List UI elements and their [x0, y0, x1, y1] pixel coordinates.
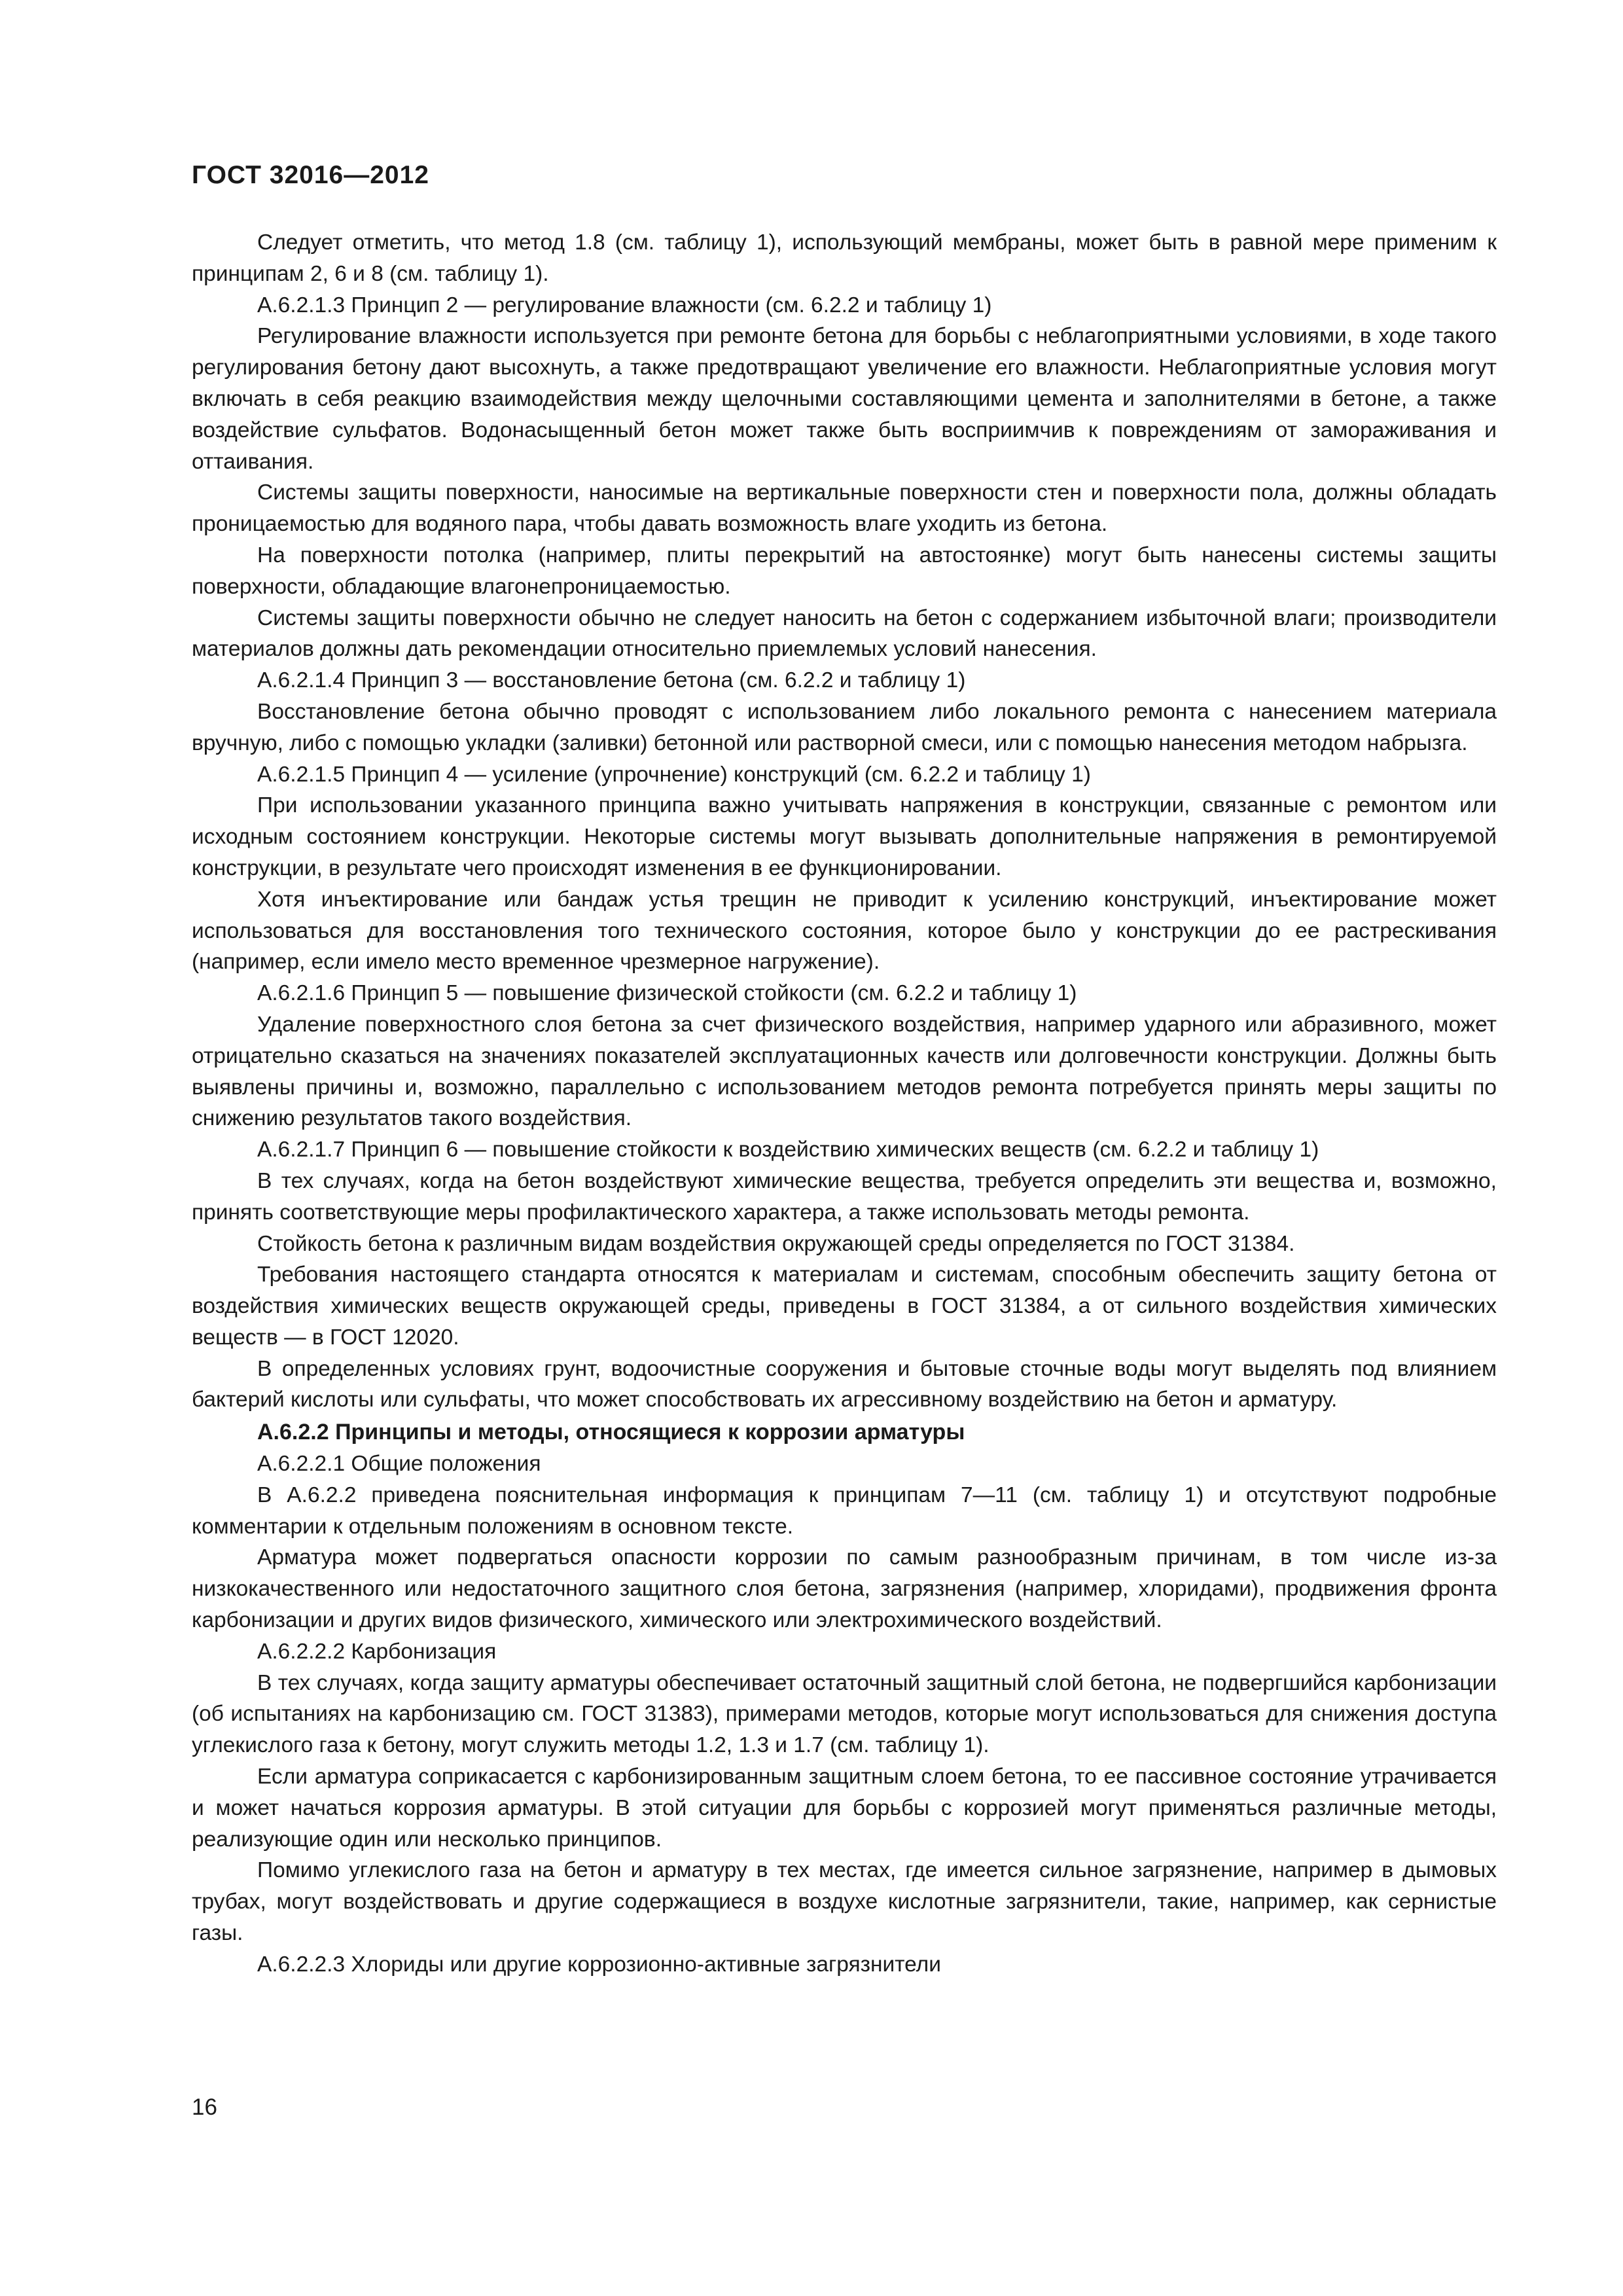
subsection-title: А.6.2.1.4 Принцип 3 — восстановление бетона (см. 6.2.2 и таблицу 1)	[257, 668, 966, 693]
paragraph: Следует отметить, что метод 1.8 (см. таблицу 1), использующий мембраны, может быть в равной мере применим к принципам 2, 6 и 8 (см. таблицу 1).	[192, 230, 1497, 286]
paragraph: На поверхности потолка (например, плиты перекрытий на автостоянке) могут быть нанесены системы защиты поверхности, обладающие влагонепроницаемостью.	[192, 543, 1497, 599]
paragraph: В А.6.2.2 приведена пояснительная информация к принципам 7—11 (см. таблицу 1) и отсутствуют подробные комментарии к отдельным положениям в основном тексте.	[192, 1482, 1497, 1539]
paragraph: Удаление поверхностного слоя бетона за счет физического воздействия, например ударного или абразивного, может отрицательно сказаться на значениях показателей эксплуатационных качеств или долговечности конструкции. Должны быть выявлены причины и, возможно, параллельно с использованием методов ремонта потребуется принять меры защиты по снижению результатов такого воздействия.	[192, 1012, 1497, 1131]
paragraph: В определенных условиях грунт, водоочистные сооружения и бытовые сточные воды могут выделять под влиянием бактерий кислоты или сульфаты, что может способствовать их агрессивному воздействию на бетон и арматуру.	[192, 1356, 1497, 1412]
paragraph: Стойкость бетона к различным видам воздействия окружающей среды определяется по ГОСТ 31384.	[257, 1231, 1295, 1256]
subsection-title: А.6.2.2.1 Общие положения	[257, 1452, 541, 1477]
paragraph: Регулирование влажности используется при ремонте бетона для борьбы с неблагоприятными условиями, в ходе такого регулирования бетону дают высохнуть, а также предотвращают увеличение его влажности. Неблагоприятные условия могут включать в себя реакцию взаимодействия между щелочными составляющими цемента и заполнителями в бетоне, а также воздействие сульфатов. Водонасыщенный бетон может также быть восприимчив к повреждениям от замораживания и оттаивания.	[192, 324, 1497, 474]
paragraph: Системы защиты поверхности обычно не следует наносить на бетон с содержанием избыточной влаги; производители материалов должны дать рекомендации относительно приемлемых условий нанесения.	[192, 605, 1497, 662]
paragraph: В тех случаях, когда защиту арматуры обеспечивает остаточный защитный слой бетона, не подвергшийся карбонизации (об испытаниях на карбонизацию см. ГОСТ 31383), примерами методов, которые могут использоваться для снижения доступа углекислого газа к бетону, могут служить методы 1.2, 1.3 и 1.7 (см. таблицу 1).	[192, 1670, 1497, 1758]
subsection-title: А.6.2.2.2 Карбонизация	[257, 1639, 497, 1664]
section-heading: А.6.2.2 Принципы и методы, относящиеся к коррозии арматуры	[257, 1420, 965, 1445]
paragraph: Восстановление бетона обычно проводят с использованием либо локального ремонта с нанесением материала вручную, либо с помощью укладки (заливки) бетонной или растворной смеси, или с помощью нанесения методом набрызга.	[192, 699, 1497, 755]
paragraph: Хотя инъектирование или бандаж устья трещин не приводит к усилению конструкций, инъектирование может использоваться для восстановления того технического состояния, которое было у конструкции до ее растрескивания (например, если имело место временное чрезмерное нагружение).	[192, 887, 1497, 975]
paragraph: Арматура может подвергаться опасности коррозии по самым разнообразным причинам, в том числе из-за низкокачественного или недостаточного защитного слоя бетона, загрязнения (например, хлоридами), продвижения фронта карбонизации и других видов физического, химического или электрохимического воздействий.	[192, 1545, 1497, 1633]
document-header: ГОСТ 32016—2012	[192, 161, 429, 189]
document-body	[192, 227, 1497, 1981]
page-number: 16	[192, 2094, 217, 2120]
paragraph: При использовании указанного принципа важно учитывать напряжения в конструкции, связанные с ремонтом или исходным состоянием конструкции. Некоторые системы могут вызывать дополнительные напряжения в ремонтируемой конструкции, в результате чего происходят изменения в ее функционировании.	[192, 793, 1497, 880]
paragraph: Требования настоящего стандарта относятся к материалам и системам, способным обеспечить защиту бетона от воздействия химических веществ окружающей среды, приведены в ГОСТ 31384, а от сильного воздействия химических веществ — в ГОСТ 12020.	[192, 1263, 1497, 1350]
paragraph: В тех случаях, когда на бетон воздействуют химические вещества, требуется определить эти вещества и, возможно, принять соответствующие меры профилактического характера, а также использовать методы ремонта.	[192, 1168, 1497, 1225]
subsection-title: А.6.2.1.7 Принцип 6 — повышение стойкости к воздействию химических веществ (см. 6.2.2 и таблицу 1)	[257, 1138, 1319, 1162]
paragraph: Помимо углекислого газа на бетон и арматуру в тех местах, где имеется сильное загрязнение, например в дымовых трубах, могут воздействовать и другие содержащиеся в воздухе кислотные загрязнители, такие, например, как сернистые газы.	[192, 1858, 1497, 1946]
paragraph: Если арматура соприкасается с карбонизированным защитным слоем бетона, то ее пассивное состояние утрачивается и может начаться коррозия арматуры. В этой ситуации для борьбы с коррозией могут применяться различные методы, реализующие один или несколько принципов.	[192, 1765, 1497, 1852]
subsection-title: А.6.2.1.5 Принцип 4 — усиление (упрочнение) конструкций (см. 6.2.2 и таблицу 1)	[257, 762, 1091, 787]
subsection-title: А.6.2.2.3 Хлориды или другие коррозионно-активные загрязнители	[257, 1952, 941, 1977]
paragraph: Системы защиты поверхности, наносимые на вертикальные поверхности стен и поверхности пола, должны обладать проницаемостью для водяного пара, чтобы давать возможность влаге уходить из бетона.	[192, 480, 1497, 537]
subsection-title: А.6.2.1.6 Принцип 5 — повышение физической стойкости (см. 6.2.2 и таблицу 1)	[257, 981, 1077, 1006]
subsection-title: А.6.2.1.3 Принцип 2 — регулирование влажности (см. 6.2.2 и таблицу 1)	[257, 293, 992, 317]
